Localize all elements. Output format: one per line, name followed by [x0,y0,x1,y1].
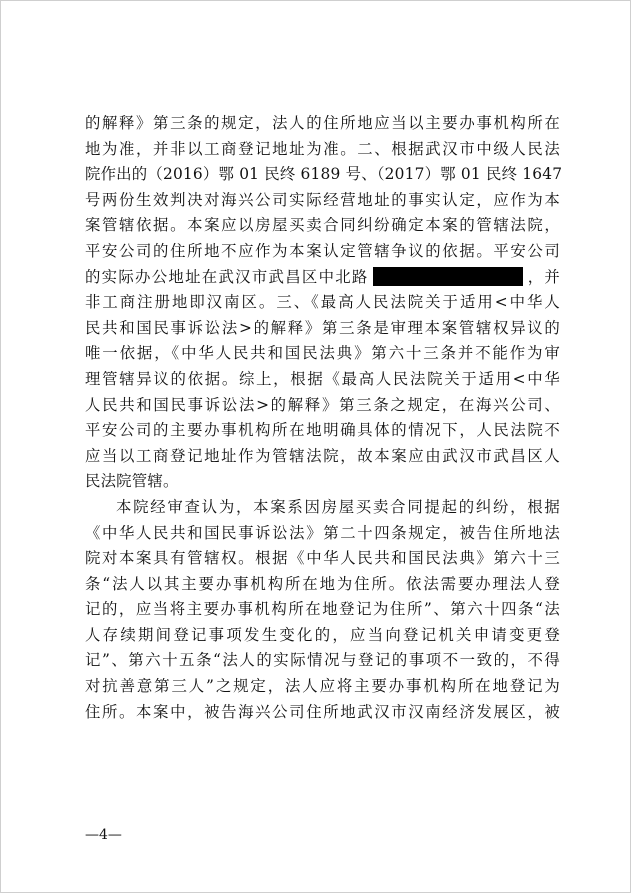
redaction-block [373,267,523,286]
text-line: 号两份生效判决对海兴公司实际经营地址的事实认定，应作为本 [85,190,560,209]
text-line: 院作出的（2016）鄂 01 民终 6189 号、（2017）鄂 01 民终 1647 [85,165,563,184]
text-line: 民法院管辖。 [85,472,179,491]
paragraph-2 [85,495,560,725]
redacted-line-before-text: 的实际办公地址在武汉市武昌区中北路 [85,267,369,286]
text-line: 的解释》第三条的规定，法人的住所地应当以主要办事机构所在 [85,114,560,132]
text-line: 院对本案具有管辖权。根据《中华人民共和国民法典》第六十三 [85,549,560,568]
text-line: 民共和国民事诉讼法>的解释》第三条是审理本案管辖权异议的 [85,318,560,337]
text-line: 地为准，并非以工商登记地址为准。二、根据武汉市中级人民法 [85,139,560,158]
text-line: 非工商注册地即汉南区。三、《最高人民法院关于适用<中华人 [85,293,560,312]
text-line: 住所。本案中，被告海兴公司住所地武汉市汉南经济发展区，被 [85,702,560,721]
redacted-line-after-text: ，并 [526,267,560,286]
text-line: 人存续期间登记事项发生变化的，应当向登记机关申请变更登 [85,625,560,644]
text-line: 平安公司的住所地不应作为本案认定管辖争议的依据。平安公司 [85,241,560,260]
text-line-with-redaction [85,265,560,291]
text-line: 对抗善意第三人”之规定，法人应将主要办事机构所在地登记为 [85,677,560,696]
document-body [85,111,563,725]
text-line: 案管辖依据。本案应以房屋买卖合同纠纷确定本案的管辖法院， [85,216,560,235]
text-line: 理管辖异议的依据。综上，根据《最高人民法院关于适用<中华 [85,369,560,388]
text-line: 人民共和国民事诉讼法>的解释》第三条之规定，在海兴公司、 [85,395,560,414]
text-line: 记”、第六十五条“法人的实际情况与登记的事项不一致的，不得 [85,651,560,670]
text-line: 记的，应当将主要办事机构所在地登记为住所”、第六十四条“法 [85,600,560,619]
text-line: 《中华人民共和国民事诉讼法》第二十四条规定，被告住所地法 [85,523,560,542]
paragraph-1 [85,111,563,495]
text-line: 平安公司的主要办事机构所在地明确具体的情况下，人民法院不 [85,421,560,440]
text-line: 唯一依据，《中华人民共和国民法典》第六十三条并不能作为审 [85,344,560,363]
text-line: 本院经审查认为，本案系因房屋买卖合同提起的纠纷，根据 [116,497,560,516]
text-line: 条“法人以其主要办事机构所在地为住所。依法需要办理法人登 [85,574,560,593]
page-number: —4— [85,827,122,843]
text-line: 应当以工商登记地址作为管辖法院，故本案应由武汉市武昌区人 [85,446,560,465]
